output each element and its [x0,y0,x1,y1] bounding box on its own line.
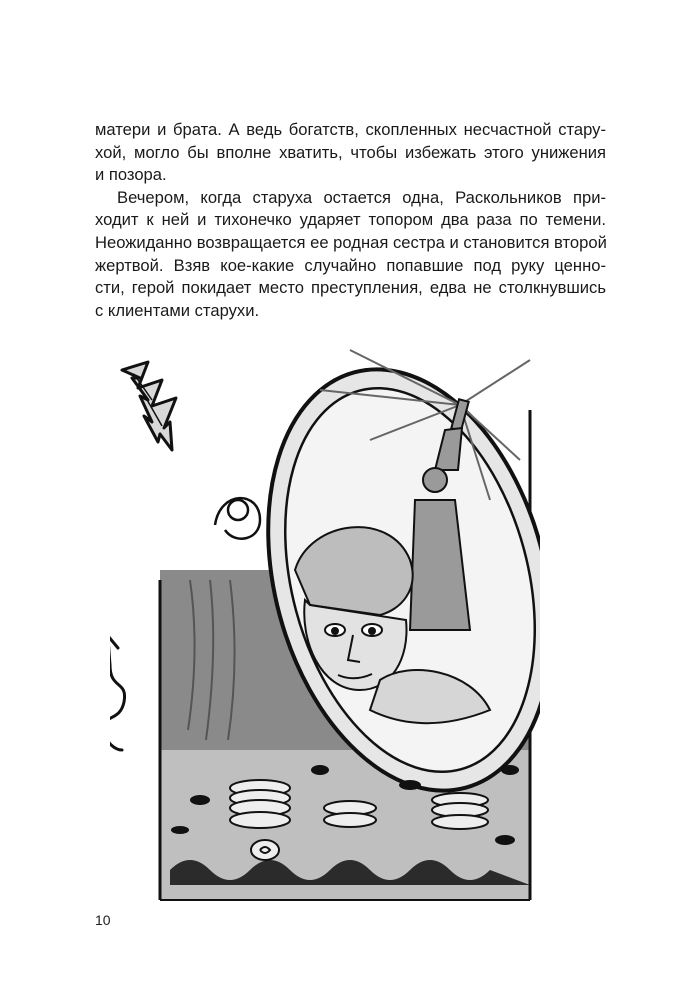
text-line: Вечером, когда старуха остается одна, Раскольников при- [117,187,606,207]
text-line: хой, могло бы вполне хватить, чтобы избежать этого унижения [95,142,606,162]
main-text [95,119,606,322]
paragraph-2 [95,187,606,323]
text-line: сти, герой покидает место преступления, едва не столкнувшись [95,278,606,298]
page-number: 10 [95,912,111,928]
swirl-arrow-icon [110,636,125,750]
text-line: и позора. [95,165,167,185]
illustration [110,330,540,910]
paragraph-1 [95,119,606,187]
text-line: ходит к ней и тихонечко ударяет топором два раза по темени. [95,210,606,230]
text-line: с клиентами старухи. [95,300,260,320]
text-line: матери и брата. А ведь богатств, скопленных несчастной стару- [95,120,606,139]
lightning-bolt-icon [122,362,176,450]
text-line: жертвой. Взяв кое-какие случайно попавшие под руку ценно- [95,255,606,275]
text-line: Неожиданно возвращается ее родная сестра и становится второй [95,232,607,252]
